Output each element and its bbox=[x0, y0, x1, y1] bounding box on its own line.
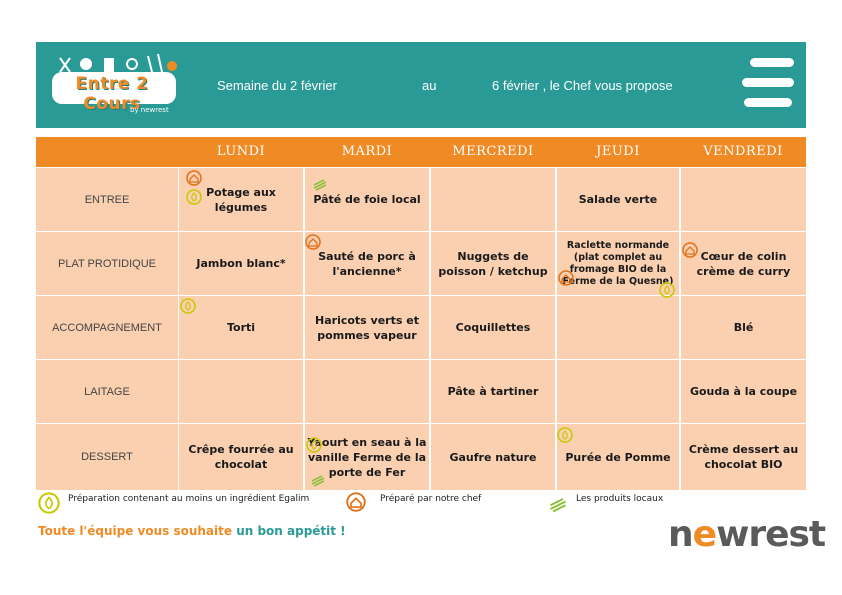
menu-cell: Potage aux légumes bbox=[179, 168, 303, 231]
week-end: 6 février , le Chef vous propose bbox=[492, 78, 673, 93]
menu-cell: Pâté de foie local bbox=[305, 168, 429, 231]
legend-local: Les produits locaux bbox=[576, 494, 664, 504]
slogan-part-2: un bon appétit ! bbox=[236, 524, 346, 538]
brand-part-2: e bbox=[692, 514, 717, 555]
menu-cell bbox=[681, 168, 806, 231]
local-products-icon bbox=[548, 494, 568, 514]
menu-cell bbox=[557, 360, 679, 423]
menu-cell bbox=[557, 296, 679, 359]
logo-sub: by newrest bbox=[130, 106, 169, 114]
brand-part-3: wrest bbox=[716, 514, 826, 555]
chef-icon bbox=[305, 234, 321, 250]
entre-2-cours-logo bbox=[48, 50, 180, 122]
menu-cell: Coquillettes bbox=[431, 296, 555, 359]
menu-cell: Haricots verts et pommes vapeur bbox=[305, 296, 429, 359]
menu-cell: Jambon blanc* bbox=[179, 232, 303, 295]
menu-cell bbox=[431, 168, 555, 231]
weekly-menu-table bbox=[36, 137, 806, 490]
day-monday: LUNDI bbox=[216, 144, 266, 159]
menu-cell: Gaufre nature bbox=[431, 424, 555, 490]
menu-cell: Blé bbox=[681, 296, 806, 359]
day-tuesday: MARDI bbox=[341, 144, 393, 159]
day-wednesday: MERCREDI bbox=[452, 144, 534, 159]
row-label-entree: ENTREE bbox=[84, 193, 130, 206]
legend-egalim: Préparation contenant au moins un ingrédient Egalim bbox=[68, 494, 310, 504]
egalim-icon bbox=[186, 189, 202, 205]
row-label-laitage: LAITAGE bbox=[84, 385, 130, 398]
menu-cell bbox=[305, 360, 429, 423]
egalim-icon bbox=[659, 282, 675, 298]
egalim-icon bbox=[180, 298, 196, 314]
row-label-plat: PLAT PROTIDIQUE bbox=[57, 257, 156, 270]
menu-cell: Crêpe fourrée au chocolat bbox=[179, 424, 303, 490]
menu-cell: Cœur de colin crème de curry bbox=[681, 232, 806, 295]
kitchen-utensils-icon bbox=[48, 50, 180, 74]
menu-cell: Gouda à la coupe bbox=[681, 360, 806, 423]
menu-header bbox=[36, 42, 806, 128]
slogan-part-1: Toute l'équipe vous souhaite bbox=[38, 524, 232, 538]
menu-cell: Raclette normande (plat complet au fromage BIO de la Ferme de la Quesne) bbox=[557, 232, 679, 295]
egalim-icon bbox=[557, 427, 573, 443]
menu-cell: Sauté de porc à l'ancienne* bbox=[305, 232, 429, 295]
menu-cell bbox=[179, 360, 303, 423]
day-thursday: JEUDI bbox=[596, 144, 640, 159]
week-start: Semaine du 2 février bbox=[217, 78, 337, 93]
slogan bbox=[38, 524, 346, 538]
local-products-icon bbox=[312, 176, 328, 192]
menu-cell: Nuggets de poisson / ketchup bbox=[431, 232, 555, 295]
menu-cell: Yaourt en seau à la vanille Ferme de la porte de Fer bbox=[305, 424, 429, 490]
brand-waves-icon bbox=[742, 56, 794, 114]
chef-icon bbox=[682, 242, 698, 258]
chef-icon bbox=[346, 492, 366, 512]
row-label-accompagnement: ACCOMPAGNEMENT bbox=[52, 321, 162, 334]
day-friday: VENDREDI bbox=[703, 144, 783, 159]
menu-cell: Pâte à tartiner bbox=[431, 360, 555, 423]
week-to: au bbox=[422, 78, 437, 93]
row-label-dessert: DESSERT bbox=[81, 451, 133, 463]
egalim-icon bbox=[306, 437, 322, 453]
menu-cell: Torti bbox=[179, 296, 303, 359]
logo-text: Entre 2 Cours bbox=[75, 74, 149, 114]
days-header-row bbox=[36, 137, 806, 167]
chef-icon bbox=[186, 170, 202, 186]
chef-icon bbox=[558, 270, 574, 286]
newrest-logo bbox=[668, 514, 825, 555]
menu-cell: Salade verte bbox=[557, 168, 679, 231]
legend-chef: Préparé par notre chef bbox=[380, 494, 482, 504]
egalim-icon bbox=[38, 492, 60, 514]
menu-cell: Purée de Pomme bbox=[557, 424, 679, 490]
menu-cell: Crème dessert au chocolat BIO bbox=[681, 424, 806, 490]
brand-part-1: n bbox=[668, 514, 693, 555]
local-products-icon bbox=[310, 472, 326, 488]
